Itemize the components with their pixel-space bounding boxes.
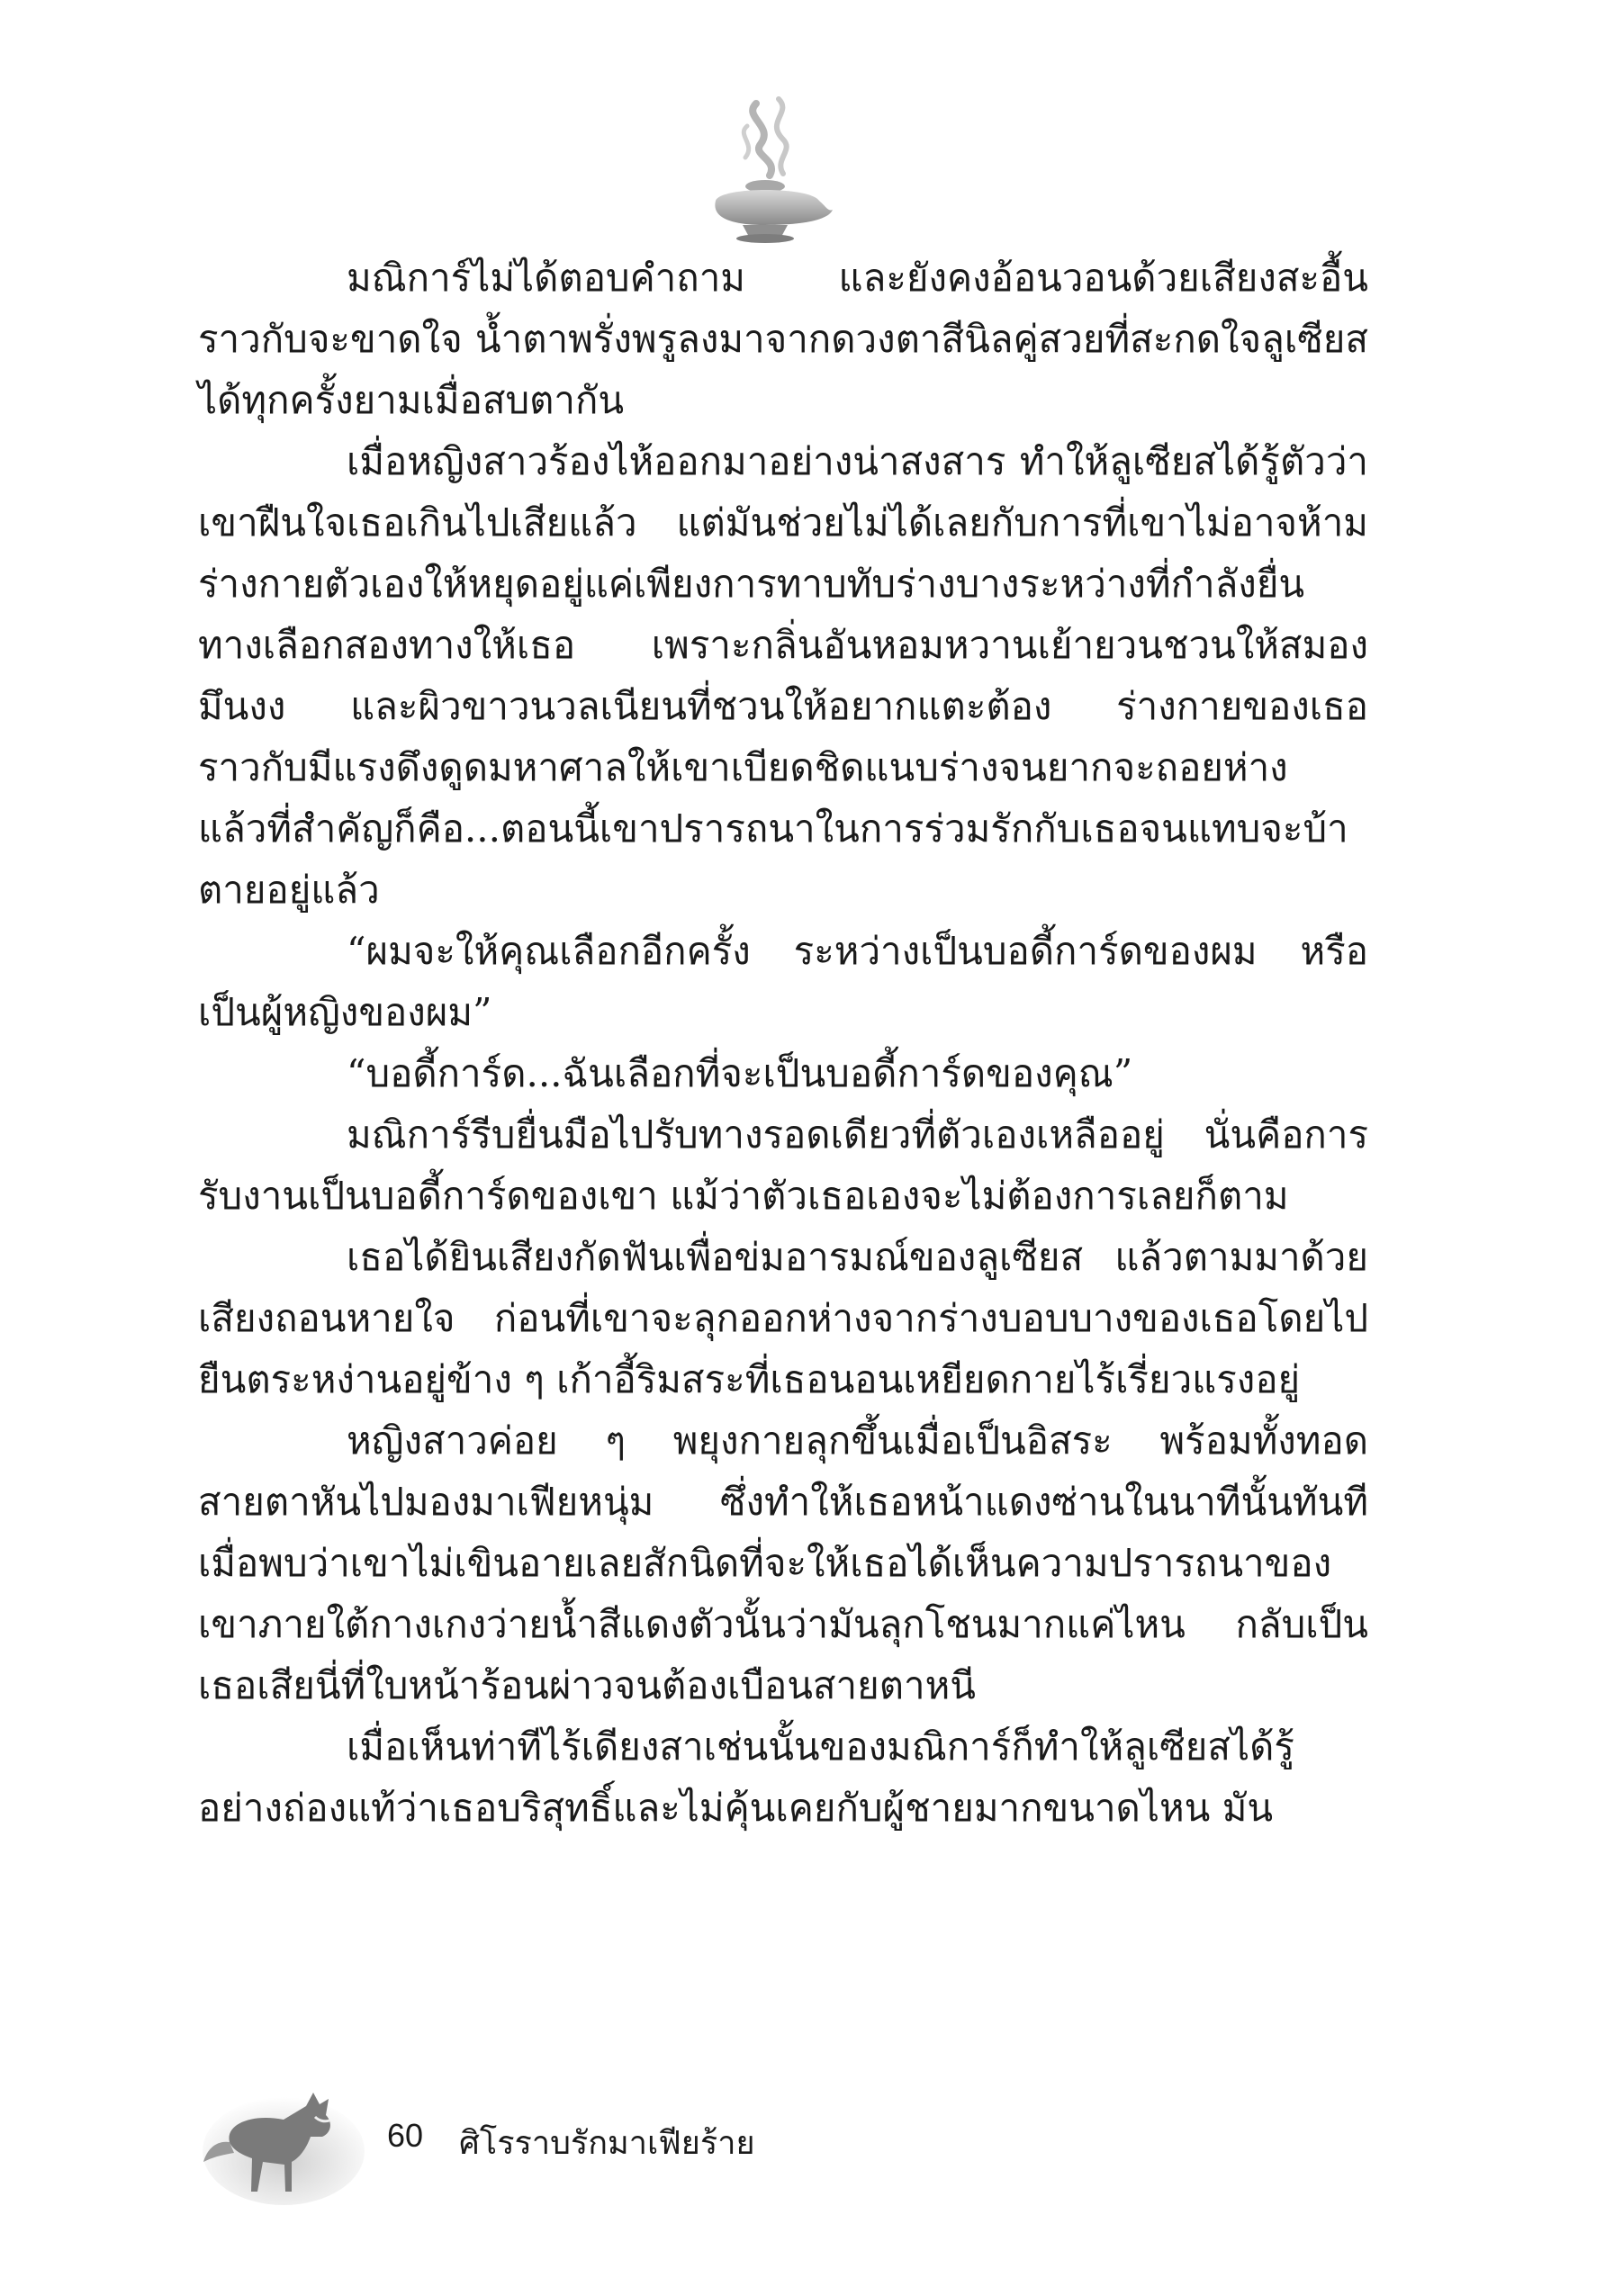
page-number: 60: [387, 2117, 424, 2154]
paragraph: มณิการ์ไม่ได้ตอบคำถาม และยังคงอ้อนวอนด้วยเสียงสะอื้นราวกับจะขาดใจ น้ำตาพรั่งพรูลงมาจากดวงตาสีนิลคู่สวยที่สะกดใจลูเซียสได้ทุกครั้งยามเมื่อสบตากัน: [198, 256, 1368, 422]
dialogue-paragraph: “บอดี้การ์ด...ฉันเลือกที่จะเป็นบอดี้การ์ดของคุณ”: [347, 1051, 1133, 1095]
book-title: ศิโรราบรักมาเฟียร้าย: [459, 2124, 755, 2161]
body-text: [198, 248, 1368, 1839]
fox-icon: [198, 2043, 369, 2214]
paragraph: หญิงสาวค่อย ๆ พยุงกายลุกขึ้นเมื่อเป็นอิสระ พร้อมทั้งทอดสายตาหันไปมองมาเฟียหนุ่ม ซึ่งทำให้เธอหน้าแดงซ่านในนาทีนั้นทันที เมื่อพบว่าเขาไม่เขินอายเลยสักนิดที่จะให้เธอได้เห็นความปรารถนาของเขาภายใต้กางเกงว่ายน้ำสีแดงตัวนั้นว่ามันลุกโชนมากแค่ไหน กลับเป็นเธอเสียนี่ที่ใบหน้าร้อนผ่าวจนต้องเบือนสายตาหนี: [198, 1418, 1368, 1707]
paragraph: เมื่อเห็นท่าทีไร้เดียงสาเช่นนั้นของมณิการ์ก็ทำให้ลูเซียสได้รู้อย่างถ่องแท้ว่าเธอบริสุทธิ์และไม่คุ้นเคยกับผู้ชายมากขนาดไหน มัน: [198, 1724, 1294, 1830]
paragraph: เธอได้ยินเสียงกัดฟันเพื่อข่มอารมณ์ของลูเซียส แล้วตามมาด้วยเสียงถอนหายใจ ก่อนที่เขาจะลุกออกห่างจากร่างบอบบางของเธอโดยไปยืนตระหง่านอยู่ข้าง ๆ เก้าอี้ริมสระที่เธอนอนเหยียดกายไร้เรี่ยวแรงอยู่: [198, 1235, 1368, 1401]
dialogue-paragraph: “ผมจะให้คุณเลือกอีกครั้ง ระหว่างเป็นบอดี้การ์ดของผม หรือเป็นผู้หญิงของผม”: [198, 929, 1368, 1034]
genie-lamp-icon: [693, 86, 837, 248]
paragraph: มณิการ์รีบยื่นมือไปรับทางรอดเดียวที่ตัวเองเหลืออยู่ นั่นคือการรับงานเป็นบอดี้การ์ดของเขา แม้ว่าตัวเธอเองจะไม่ต้องการเลยก็ตาม: [198, 1112, 1368, 1218]
paragraph: เมื่อหญิงสาวร้องไห้ออกมาอย่างน่าสงสาร ทำให้ลูเซียสได้รู้ตัวว่าเขาฝืนใจเธอเกินไปเสียแล้ว แต่มันช่วยไม่ได้เลยกับการที่เขาไม่อาจห้ามร่างกายตัวเองให้หยุดอยู่แค่เพียงการทาบทับร่างบางระหว่างที่กำลังยื่นทางเลือกสองทางให้เธอ เพราะกลิ่นอันหอมหวานเย้ายวนชวนให้สมองมึนงง และผิวขาวนวลเนียนที่ชวนให้อยากแตะต้อง ร่างกายของเธอราวกับมีแรงดึงดูดมหาศาลให้เขาเบียดชิดแนบร่างจนยากจะถอยห่าง แล้วที่สำคัญก็คือ...ตอนนี้เขาปรารถนาในการร่วมรักกับเธอจนแทบจะบ้าตายอยู่แล้ว: [198, 439, 1368, 912]
page-footer: [180, 2043, 990, 2223]
